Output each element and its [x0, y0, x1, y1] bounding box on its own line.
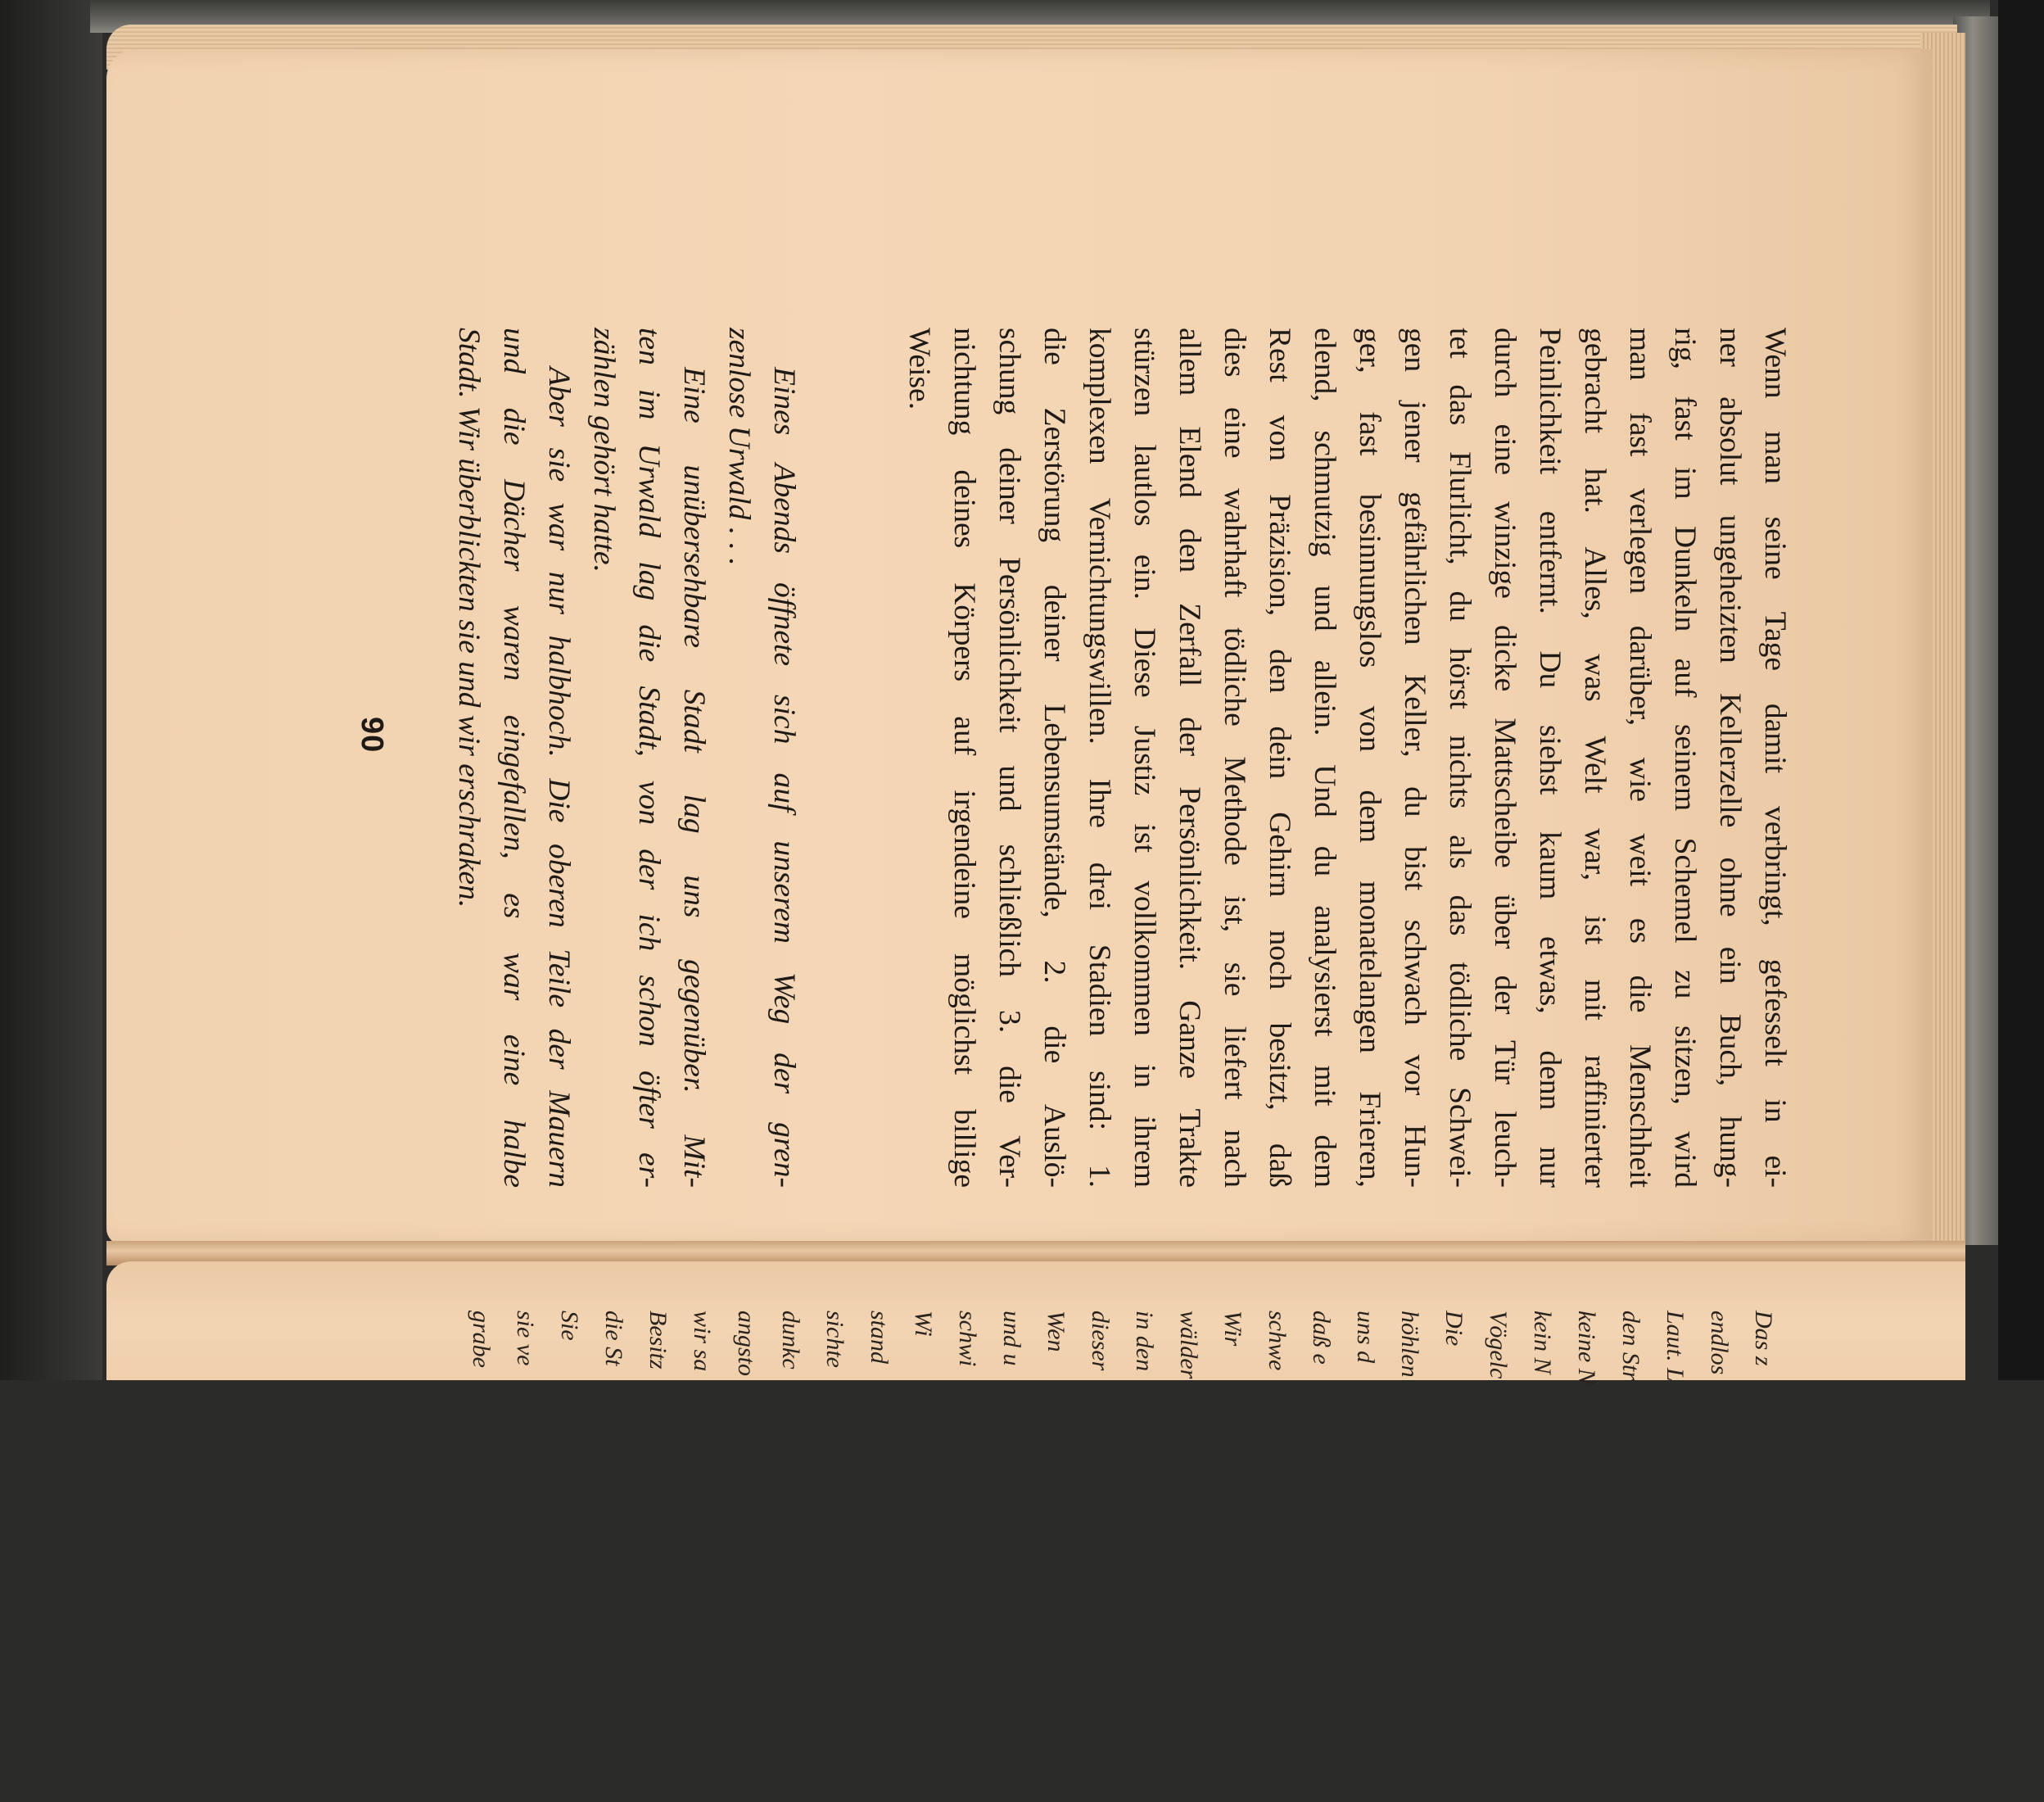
text-line: Rest von Präzision, den dein Gehirn noch besitzt, daß	[1263, 328, 1296, 1188]
italic-line: zenlose Urwald . . .	[722, 328, 756, 566]
italic-line: Stadt. Wir überblickten sie und wir erschraken.	[452, 328, 486, 908]
text-line: elend, schmutzig und allein. Und du analysierst mit dem	[1308, 328, 1341, 1188]
section-spacer	[807, 328, 852, 1188]
text-line: dies eine wahrhaft tödliche Methode ist, sie liefert nach	[1218, 328, 1251, 1188]
facing-line: sie ve	[512, 1311, 539, 1366]
facing-line: Vögelc	[1485, 1311, 1512, 1379]
text-line: stürzen lautlos ein. Diese Justiz ist vollkommen in ihrem	[1128, 328, 1161, 1188]
text-line: ger, fast besinnungslos von dem monatelangen Frieren,	[1353, 328, 1386, 1188]
facing-line: dieser	[1087, 1311, 1114, 1371]
italic-line: ten im Urwald lag die Stadt, von der ich schon öfter er-	[632, 328, 666, 1188]
text-line: allem Elend den Zerfall der Persönlichkeit. Ganze Trakte	[1173, 328, 1206, 1188]
text-line: man fast verlegen darüber, wie weit es die Menschheit	[1623, 328, 1657, 1188]
facing-line: Laut. L	[1662, 1311, 1689, 1382]
main-paragraph	[897, 328, 1798, 1188]
facing-line: Wen	[1042, 1311, 1069, 1352]
facing-line: schwi	[954, 1311, 981, 1367]
facing-line: wälder	[1175, 1311, 1202, 1379]
italic-line: Eine unübersehbare Stadt lag uns gegenüber. Mit-	[677, 367, 711, 1188]
text-line: rig, fast im Dunkeln auf seinem Schemel zu sitzen, wird	[1668, 328, 1702, 1188]
italic-line: zählen gehört hatte.	[587, 328, 621, 573]
facing-line: daß e	[1308, 1311, 1335, 1365]
text-line: komplexen Vernichtungswillen. Ihre drei Stadien sind: 1.	[1083, 328, 1116, 1188]
text-line: ner absolut ungeheizten Kellerzelle ohne ein Buch, hung-	[1713, 328, 1747, 1188]
text-line: tet das Flurlicht, du hörst nichts als das tödliche Schwei-	[1443, 328, 1476, 1188]
facing-line: die St	[600, 1311, 627, 1366]
facing-line: schwe	[1264, 1311, 1291, 1371]
page-number: 90	[355, 717, 389, 754]
facing-page-text	[459, 1311, 1785, 1802]
facing-line: den Str	[1617, 1311, 1644, 1381]
text-line: nichtung deines Körpers auf irgendeine möglichst billige	[947, 328, 981, 1188]
facing-line: Die	[1440, 1311, 1467, 1347]
facing-line: sichte	[821, 1311, 848, 1368]
facing-line: uns d	[1352, 1311, 1379, 1364]
italic-line: Aber sie war nur halbhoch. Die oberen Teile der Mauern	[542, 367, 576, 1188]
facing-line: Wi	[910, 1311, 937, 1337]
facing-line: grabe	[468, 1311, 495, 1368]
background-right	[1998, 0, 2044, 1380]
text-line: schung deiner Persönlichkeit und schließlich 3. die Ver-	[993, 328, 1026, 1188]
facing-line: kein N	[1529, 1311, 1556, 1374]
background-left	[0, 0, 102, 1380]
italic-line: Eines Abends öffnete sich auf unserem Weg der gren-	[767, 367, 801, 1188]
facing-line: Das z	[1750, 1311, 1777, 1366]
facing-line: in den	[1131, 1311, 1158, 1372]
text-line: gen jener gefährlichen Keller, du bist schwach vor Hun-	[1398, 328, 1431, 1188]
text-line: Peinlichkeit entfernt. Du siehst kaum etwas, denn nur	[1533, 328, 1567, 1188]
text-line: durch eine winzige dicke Mattscheibe über der Tür leuch-	[1488, 328, 1522, 1188]
facing-line: dunkc	[777, 1311, 804, 1370]
facing-line: Wir	[1219, 1311, 1246, 1347]
facing-line: höhlen	[1396, 1311, 1423, 1378]
text-line: Weise.	[902, 328, 936, 410]
facing-line: stand	[866, 1311, 893, 1365]
facing-line: angsto	[733, 1311, 760, 1377]
page-body-text	[446, 328, 1798, 1188]
text-line: gebracht hat. Alles, was Welt war, ist mit raffinierter	[1578, 328, 1612, 1188]
section-spacer	[852, 328, 897, 1188]
facing-line: Besitz	[644, 1311, 672, 1370]
facing-line: wir sa	[689, 1311, 716, 1372]
italic-passage	[446, 328, 807, 1188]
italic-line: und die Dächer waren eingefallen, es war eine halbe	[497, 328, 531, 1188]
facing-line: keine N	[1573, 1311, 1600, 1385]
text-line: Wenn man seine Tage damit verbringt, gefesselt in ei-	[1758, 328, 1792, 1188]
facing-line: Sie	[556, 1311, 583, 1341]
facing-line: endlos	[1706, 1311, 1733, 1375]
facing-line: und u	[998, 1311, 1025, 1366]
text-line: die Zerstörung deiner Lebensumstände, 2. die Auslö-	[1038, 328, 1071, 1188]
